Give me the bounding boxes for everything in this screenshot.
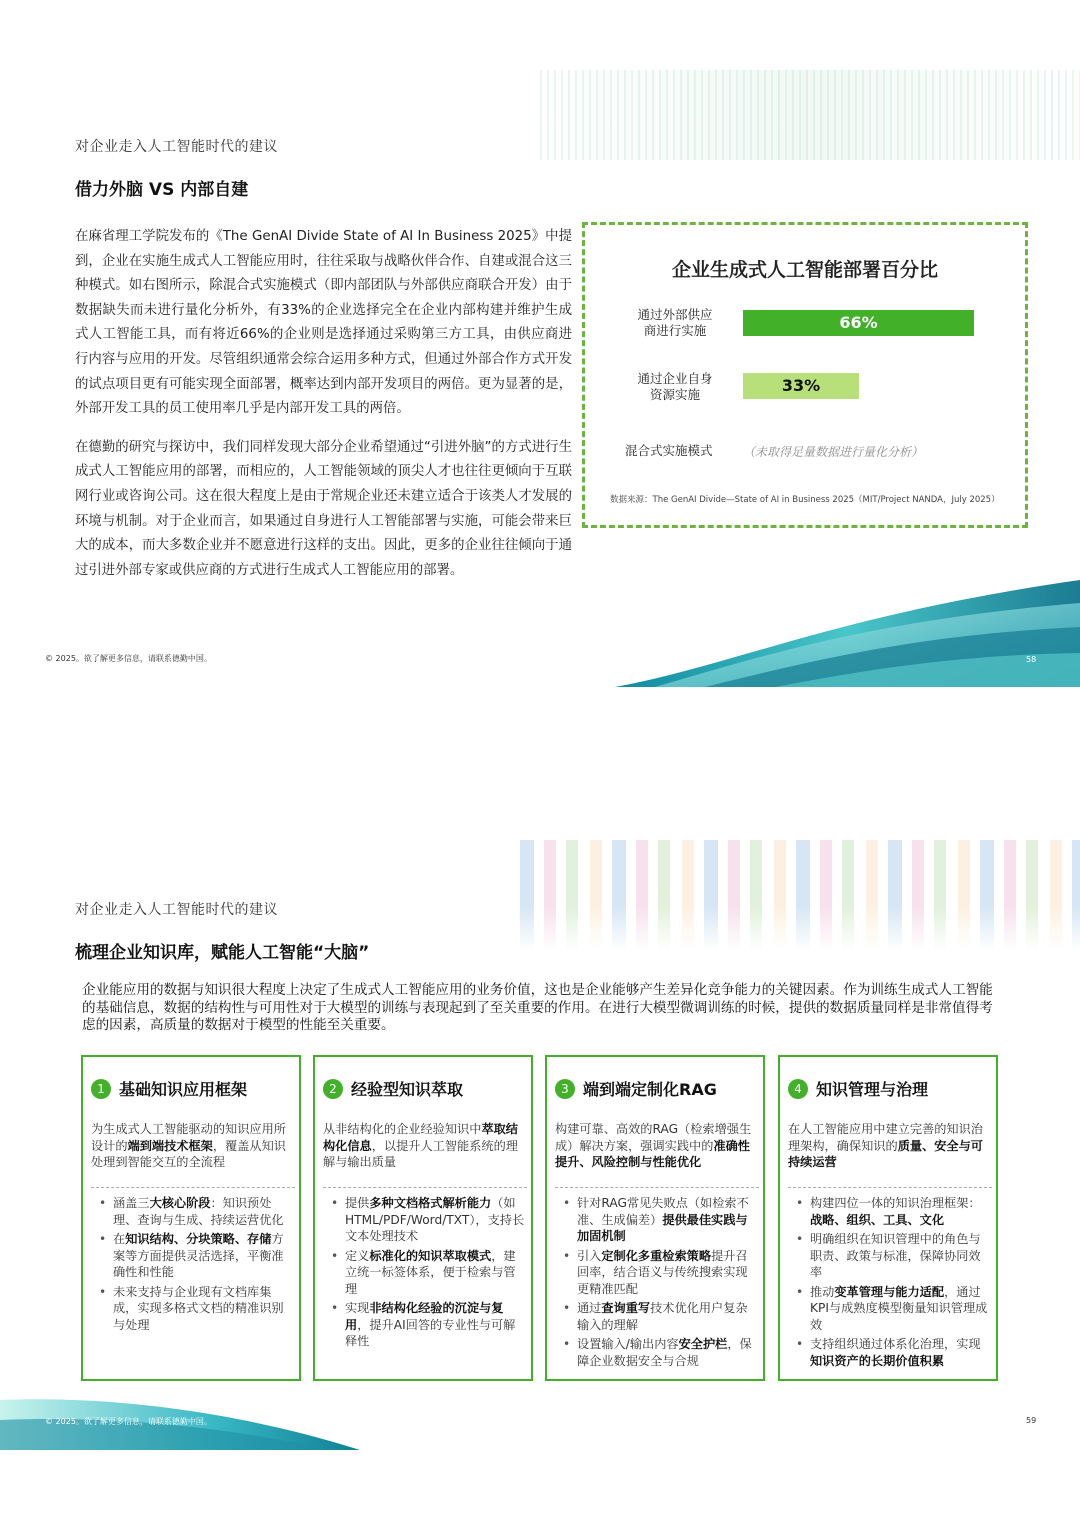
category-label-hybrid: 混合式实施模式: [625, 443, 713, 458]
card-description: 在人工智能应用中建立完善的知识治理架构，确保知识的质量、安全与可持续运营: [788, 1122, 983, 1169]
card-custom-rag: [545, 1055, 765, 1381]
card-title: 知识管理与治理: [816, 1080, 929, 1099]
card-knowledge-extraction: [313, 1055, 533, 1381]
footer-copyright: © 2025。欲了解更多信息，请联系德勤中国。: [45, 654, 212, 663]
list-item: • 在知识结构、分块策略、存储方案等方面提供灵活选择，平衡准确性和性能: [93, 1231, 293, 1281]
category-label-external: 通过外部供应 商进行实施: [637, 307, 713, 338]
card-description: 从非结构化的企业经验知识中萃取结构化信息，以提升人工智能系统的理解与输出质量: [323, 1122, 518, 1169]
card-bullets: [790, 1195, 990, 1372]
list-item: • 引入定制化多重检索策略提升召回率，结合语义与传统搜索实现更精准匹配: [557, 1248, 757, 1298]
paragraph-2: 在德勤的研究与探访中，我们同样发现大部分企业希望通过“引进外脑”的方式进行生成式人工智能应用的部署，而相应的，人工智能领域的顶尖人才也往往更倾向于互联网行业或咨询公司。这在很大程度上是由于常规企业还未建立适合于该类人才发展的环境与机制。对于企业而言，如果通过自身进行人工智能部署与实施，可能会带来巨大的成本，而大多数企业并不愿意进行这样的支出。因此，更多的企业往往倾向于通过引进外部专家或供应商的方式进行生成式人工智能应用的部署。: [75, 439, 572, 578]
bar-external: [743, 310, 974, 336]
header-decoration-stripes: [520, 840, 1080, 950]
list-item: • 定义标准化的知识萃取模式，建立统一标签体系，便于检索与管理: [325, 1248, 525, 1298]
number-badge: 2: [323, 1079, 343, 1099]
header-decoration: [540, 70, 1080, 160]
list-item: • 涵盖三大核心阶段：知识预处理、查询与生成、持续运营优化: [93, 1195, 293, 1228]
list-item: • 提供多种文档格式解析能力（如HTML/PDF/Word/TXT），支持长文本处理技术: [325, 1195, 525, 1245]
data-label-internal: 33%: [781, 376, 821, 395]
page-number-2: 59: [1026, 1416, 1037, 1425]
page-title-2: 梳理企业知识库，赋能人工智能“大脑”: [75, 943, 370, 963]
card-title: 端到端定制化RAG: [583, 1080, 717, 1099]
chart-source: 数据来源：The GenAI Divide—State of AI in Business 2025（MIT/Project NANDA，July 2025）: [610, 495, 1000, 505]
card-bullets: [557, 1195, 757, 1372]
data-label-external: 66%: [839, 313, 878, 332]
card-knowledge-governance: [778, 1055, 998, 1381]
hybrid-note: （未取得足量数据进行量化分析）: [743, 445, 924, 459]
deployment-chart: [582, 222, 1028, 528]
card-bullets: [325, 1195, 525, 1353]
intro-text: 企业能应用的数据与知识很大程度上决定了生成式人工智能应用的业务价值，这也是企业能够产生差异化竞争能力的关键因素。作为训练生成式人工智能的基础信息，数据的结构性与可用性对于大模型的训练与表现起到了至关重要的作用。在进行大模型微调训练的时候，提供的数据质量同样是非常值得考虑的因素，高质量的数据对于模型的性能至关重要。: [82, 982, 993, 1033]
list-item: • 针对RAG常见失败点（如检索不准、生成偏差）提供最佳实践与加固机制: [557, 1195, 757, 1245]
list-item: • 实现非结构化经验的沉淀与复用，提升AI回答的专业性与可解释性: [325, 1300, 525, 1350]
bar-internal: [743, 373, 859, 399]
card-bullets: [93, 1195, 293, 1336]
card-description: 为生成式人工智能驱动的知识应用所设计的端到端技术框架，覆盖从知识处理到智能交互的全流程: [91, 1122, 286, 1169]
list-item: • 设置输入/输出内容安全护栏，保障企业数据安全与合规: [557, 1336, 757, 1369]
category-label-internal: 通过企业自身 资源实施: [637, 371, 713, 402]
card-divider: [91, 1187, 295, 1188]
footer-copyright-2: © 2025。欲了解更多信息，请联系德勤中国。: [45, 1417, 212, 1426]
number-badge: 3: [555, 1079, 575, 1099]
section-label-2: 对企业走入人工智能时代的建议: [75, 902, 278, 918]
page-number: 58: [1026, 655, 1037, 664]
card-divider: [323, 1187, 527, 1188]
card-knowledge-framework: [81, 1055, 301, 1381]
card-title: 经验型知识萃取: [351, 1080, 464, 1099]
list-item: • 构建四位一体的知识治理框架：战略、组织、工具、文化: [790, 1195, 990, 1228]
card-description: 构建可靠、高效的RAG（检索增强生成）解决方案，强调实践中的准确性提升、风险控制与性能优化: [555, 1122, 752, 1169]
list-item: • 未来支持与企业现有文档库集成，实现多格式文档的精准识别与处理: [93, 1284, 293, 1334]
number-badge: 4: [788, 1079, 808, 1099]
card-title: 基础知识应用框架: [119, 1080, 248, 1099]
body-text: [75, 225, 572, 597]
list-item: • 推动变革管理与能力适配，通过KPI与成熟度模型衡量知识管理成效: [790, 1284, 990, 1334]
paragraph-1: 在麻省理工学院发布的《The GenAI Divide State of AI In Business 2025》中提到，企业在实施生成式人工智能应用时，往往采取与战略伙伴合作、自建或混合这三种模式。如右图所示，除混合式实施模式（即内部团队与外部供应商联合开发）由于数据缺失而未进行量化分析外，有33%的企业选择完全在企业内部构建并维护生成式人工智能工具，而有将近66%的企业则是选择通过采购第三方工具，由供应商进行内容与应用的开发。尽管组织通常会综合运用多种方式，但通过外部合作方式开发的试点项目更有可能实现全面部署，概率达到内部开发项目的两倍。更为显著的是，外部开发工具的员工使用率几乎是内部开发工具的两倍。: [75, 229, 572, 417]
list-item: • 支持组织通过体系化治理，实现知识资产的长期价值积累: [790, 1336, 990, 1369]
page-title: 借力外脑 VS 内部自建: [75, 180, 249, 200]
number-badge: 1: [91, 1079, 111, 1099]
section-label: 对企业走入人工智能时代的建议: [75, 139, 278, 155]
list-item: • 通过查询重写技术优化用户复杂输入的理解: [557, 1300, 757, 1333]
wave-decoration: [615, 575, 1080, 687]
card-divider: [555, 1187, 759, 1188]
card-divider: [788, 1187, 992, 1188]
chart-title: 企业生成式人工智能部署百分比: [671, 259, 938, 281]
list-item: • 明确组织在知识管理中的角色与职责、政策与标准，保障协同效率: [790, 1231, 990, 1281]
